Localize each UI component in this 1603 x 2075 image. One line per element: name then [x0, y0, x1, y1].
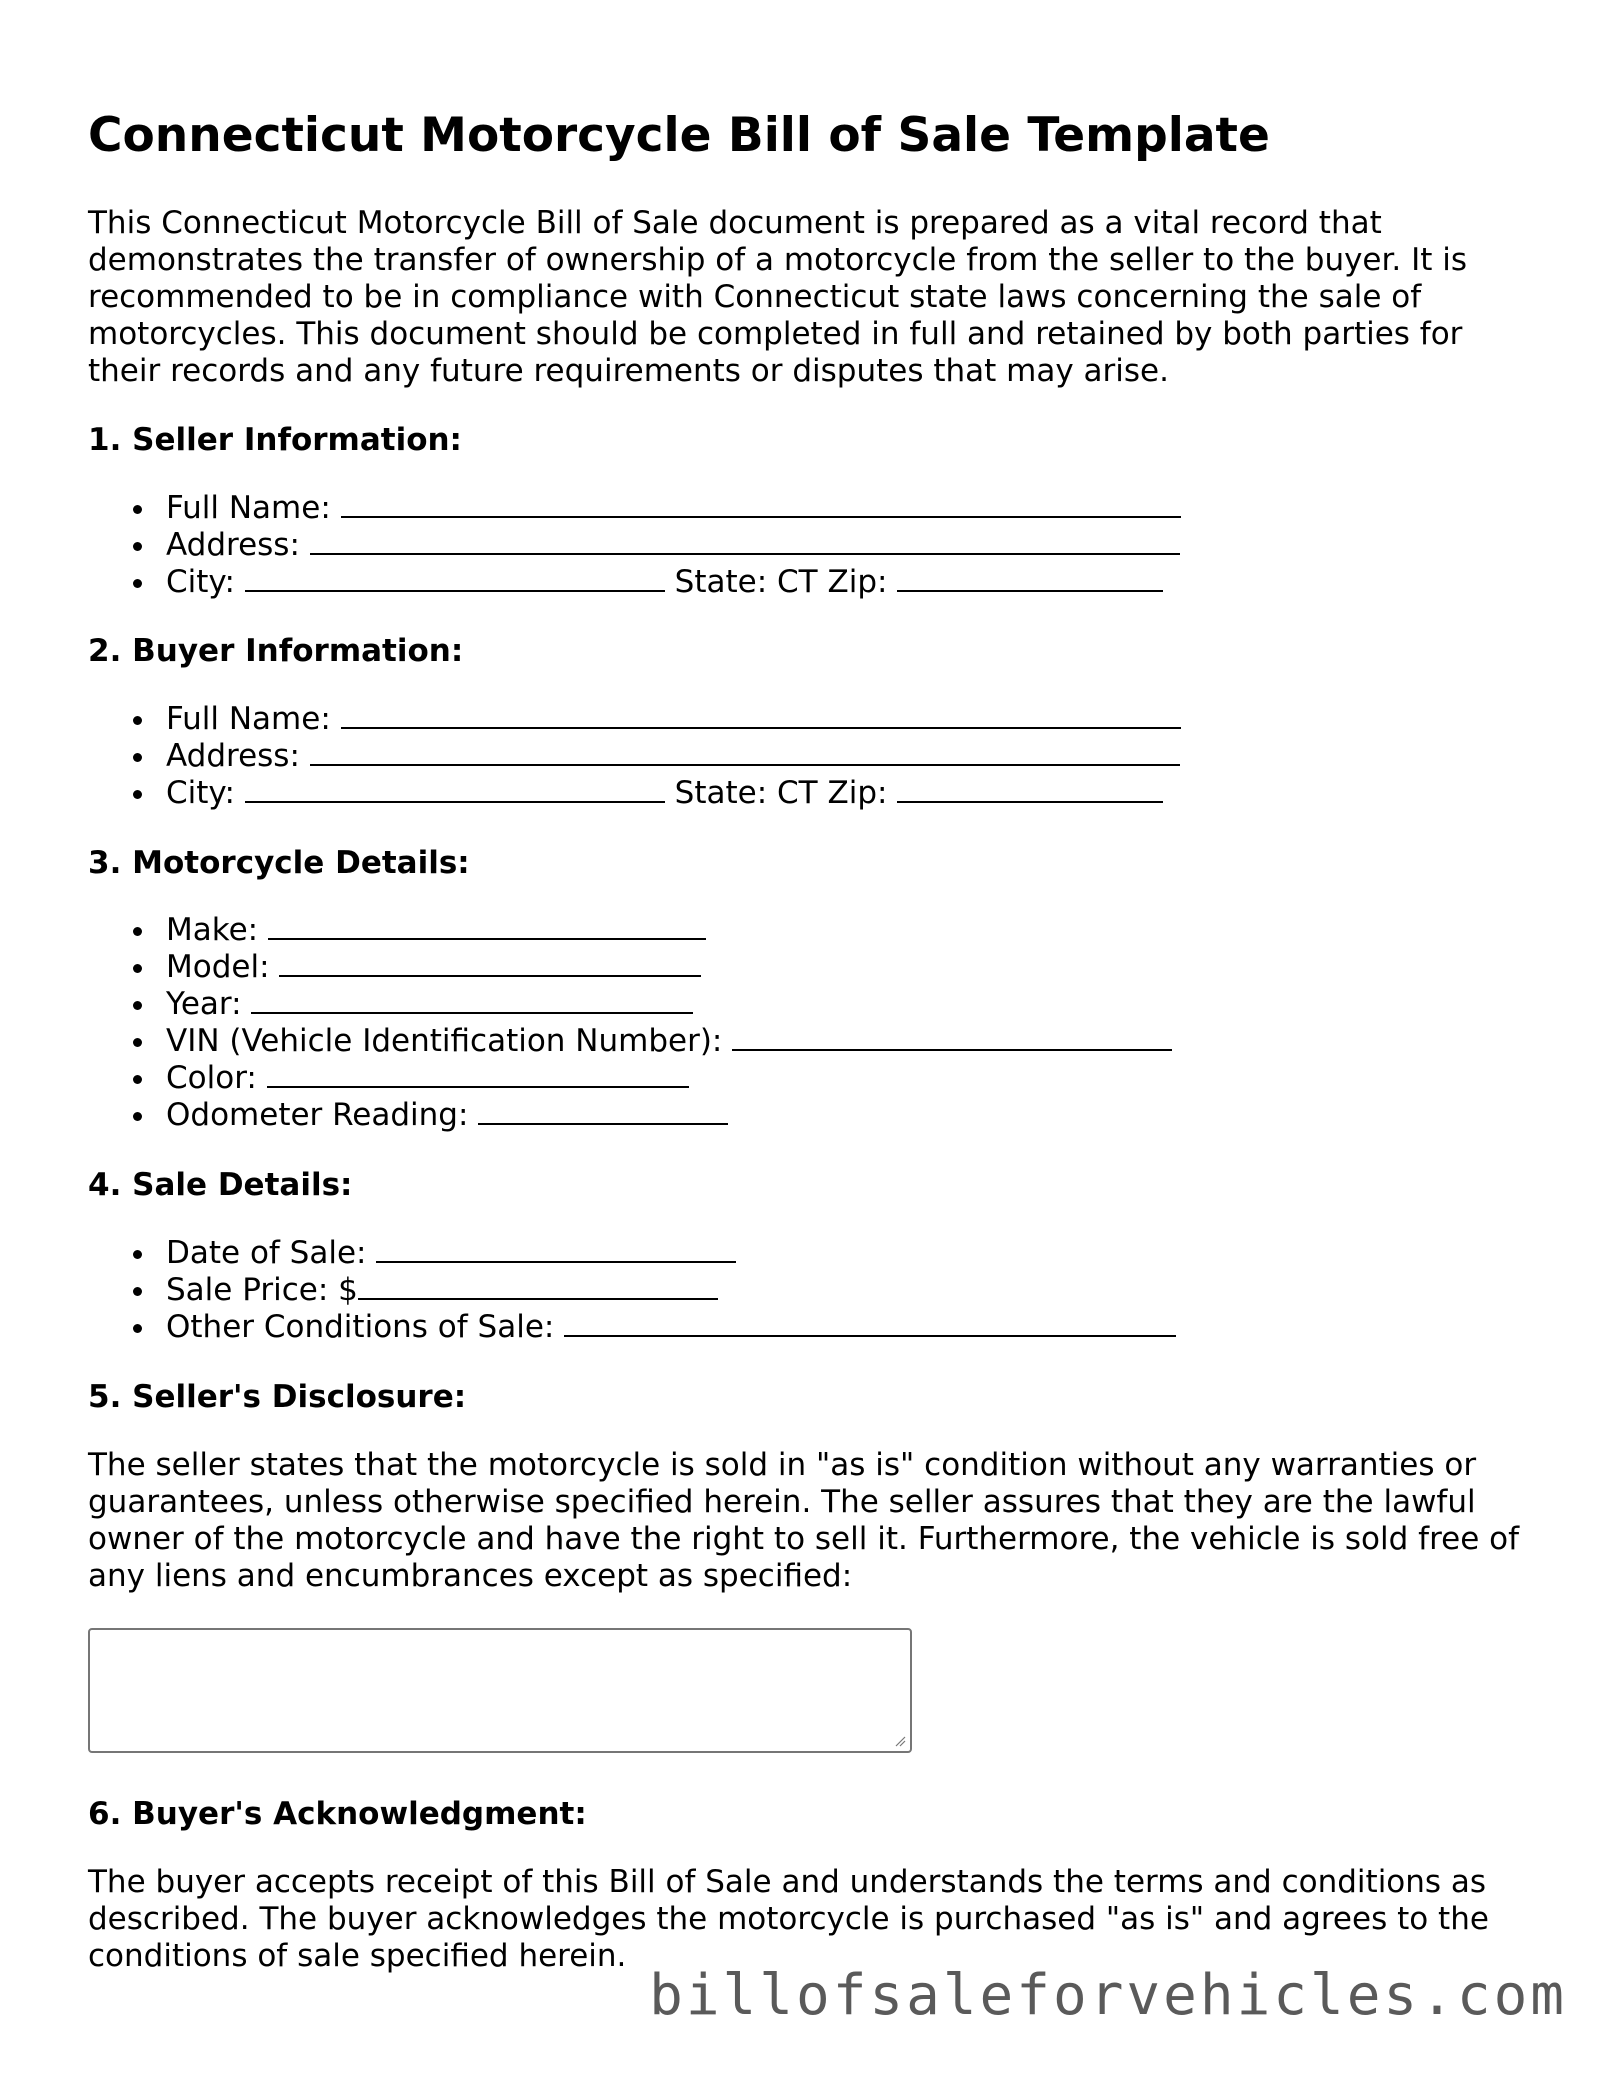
date-of-sale-label: Date of Sale:	[166, 1235, 367, 1271]
seller-address-label: Address:	[166, 527, 300, 563]
odometer-label: Odometer Reading:	[166, 1097, 469, 1133]
make-label: Make:	[166, 912, 259, 948]
acknowledgment-section-heading: 6. Buyer's Acknowledgment:	[88, 1796, 587, 1832]
odometer-field[interactable]	[88, 1097, 1172, 1134]
make-field[interactable]	[88, 912, 1172, 949]
intro-paragraph: This Connecticut Motorcycle Bill of Sale document is prepared as a vital record that demonstrates the transfer of ownership of a motorcycle from the seller to the buyer. It is recommended to be in compliance with Connecticut state laws concerning the sale of motorcycles. This document should be completed in full and retained by both parties for their records and any future requirements or disputes that may arise.	[88, 205, 1468, 389]
buyer-city-label: City:	[166, 775, 235, 811]
buyer-zip-blank[interactable]	[897, 775, 1163, 803]
disclosure-textarea[interactable]	[88, 1628, 912, 1753]
seller-address-blank[interactable]	[310, 527, 1180, 555]
sale-price-label: Sale Price: $	[166, 1272, 358, 1308]
buyer-fields-list	[88, 701, 1181, 812]
buyer-city-field[interactable]	[88, 775, 1181, 812]
date-of-sale-field[interactable]	[88, 1235, 1176, 1272]
sale-fields-list	[88, 1235, 1176, 1346]
site-watermark: billofsaleforvehicles.com	[649, 1963, 1567, 2028]
other-conditions-label: Other Conditions of Sale:	[166, 1309, 555, 1345]
buyer-full-name-label: Full Name:	[166, 701, 331, 737]
vin-label: VIN (Vehicle Identification Number):	[166, 1023, 723, 1059]
seller-state-label: State: CT	[674, 564, 818, 600]
disclosure-paragraph: The seller states that the motorcycle is sold in "as is" condition without any warranties or guarantees, unless otherwise specified herein. The seller assures that they are the lawful owner of the motorcycle and have the right to sell it. Furthermore, the vehicle is sold free of any liens and encumbrances except as specified:	[88, 1447, 1520, 1594]
motorcycle-fields-list	[88, 912, 1172, 1134]
buyer-full-name-blank[interactable]	[341, 701, 1181, 729]
sale-price-blank[interactable]	[358, 1272, 718, 1300]
acknowledgment-paragraph: The buyer accepts receipt of this Bill of Sale and understands the terms and conditions as described. The buyer acknowledges the motorcycle is purchased "as is" and agrees to the conditions of sale specified herein.	[88, 1864, 1489, 1974]
date-of-sale-blank[interactable]	[376, 1235, 736, 1263]
buyer-address-label: Address:	[166, 738, 300, 774]
year-label: Year:	[166, 986, 242, 1022]
seller-city-label: City:	[166, 564, 235, 600]
other-conditions-blank[interactable]	[564, 1309, 1176, 1337]
buyer-zip-label: Zip:	[827, 775, 888, 811]
year-field[interactable]	[88, 986, 1172, 1023]
model-field[interactable]	[88, 949, 1172, 986]
sale-price-field[interactable]	[88, 1272, 1176, 1309]
year-blank[interactable]	[251, 986, 693, 1014]
buyer-city-blank[interactable]	[245, 775, 665, 803]
model-label: Model:	[166, 949, 270, 985]
buyer-address-field[interactable]	[88, 738, 1181, 775]
vin-blank[interactable]	[732, 1023, 1172, 1051]
vin-field[interactable]	[88, 1023, 1172, 1060]
buyer-state-label: State: CT	[674, 775, 818, 811]
seller-section-heading: 1. Seller Information:	[88, 422, 462, 458]
color-label: Color:	[166, 1060, 257, 1096]
buyer-address-blank[interactable]	[310, 738, 1180, 766]
color-blank[interactable]	[267, 1060, 689, 1088]
buyer-full-name-field[interactable]	[88, 701, 1181, 738]
document-title: Connecticut Motorcycle Bill of Sale Template	[88, 108, 1270, 163]
seller-city-field[interactable]	[88, 564, 1181, 601]
other-conditions-field[interactable]	[88, 1309, 1176, 1346]
seller-address-field[interactable]	[88, 527, 1181, 564]
seller-zip-label: Zip:	[827, 564, 888, 600]
seller-full-name-field[interactable]	[88, 490, 1181, 527]
seller-full-name-blank[interactable]	[341, 490, 1181, 518]
model-blank[interactable]	[279, 949, 701, 977]
sale-section-heading: 4. Sale Details:	[88, 1167, 353, 1203]
disclosure-section-heading: 5. Seller's Disclosure:	[88, 1379, 467, 1415]
buyer-section-heading: 2. Buyer Information:	[88, 633, 464, 669]
resize-grip-icon[interactable]	[894, 1735, 906, 1747]
make-blank[interactable]	[268, 912, 706, 940]
odometer-blank[interactable]	[478, 1097, 728, 1125]
seller-zip-blank[interactable]	[897, 564, 1163, 592]
motorcycle-section-heading: 3. Motorcycle Details:	[88, 845, 470, 881]
seller-full-name-label: Full Name:	[166, 490, 331, 526]
seller-fields-list	[88, 490, 1181, 601]
color-field[interactable]	[88, 1060, 1172, 1097]
seller-city-blank[interactable]	[245, 564, 665, 592]
